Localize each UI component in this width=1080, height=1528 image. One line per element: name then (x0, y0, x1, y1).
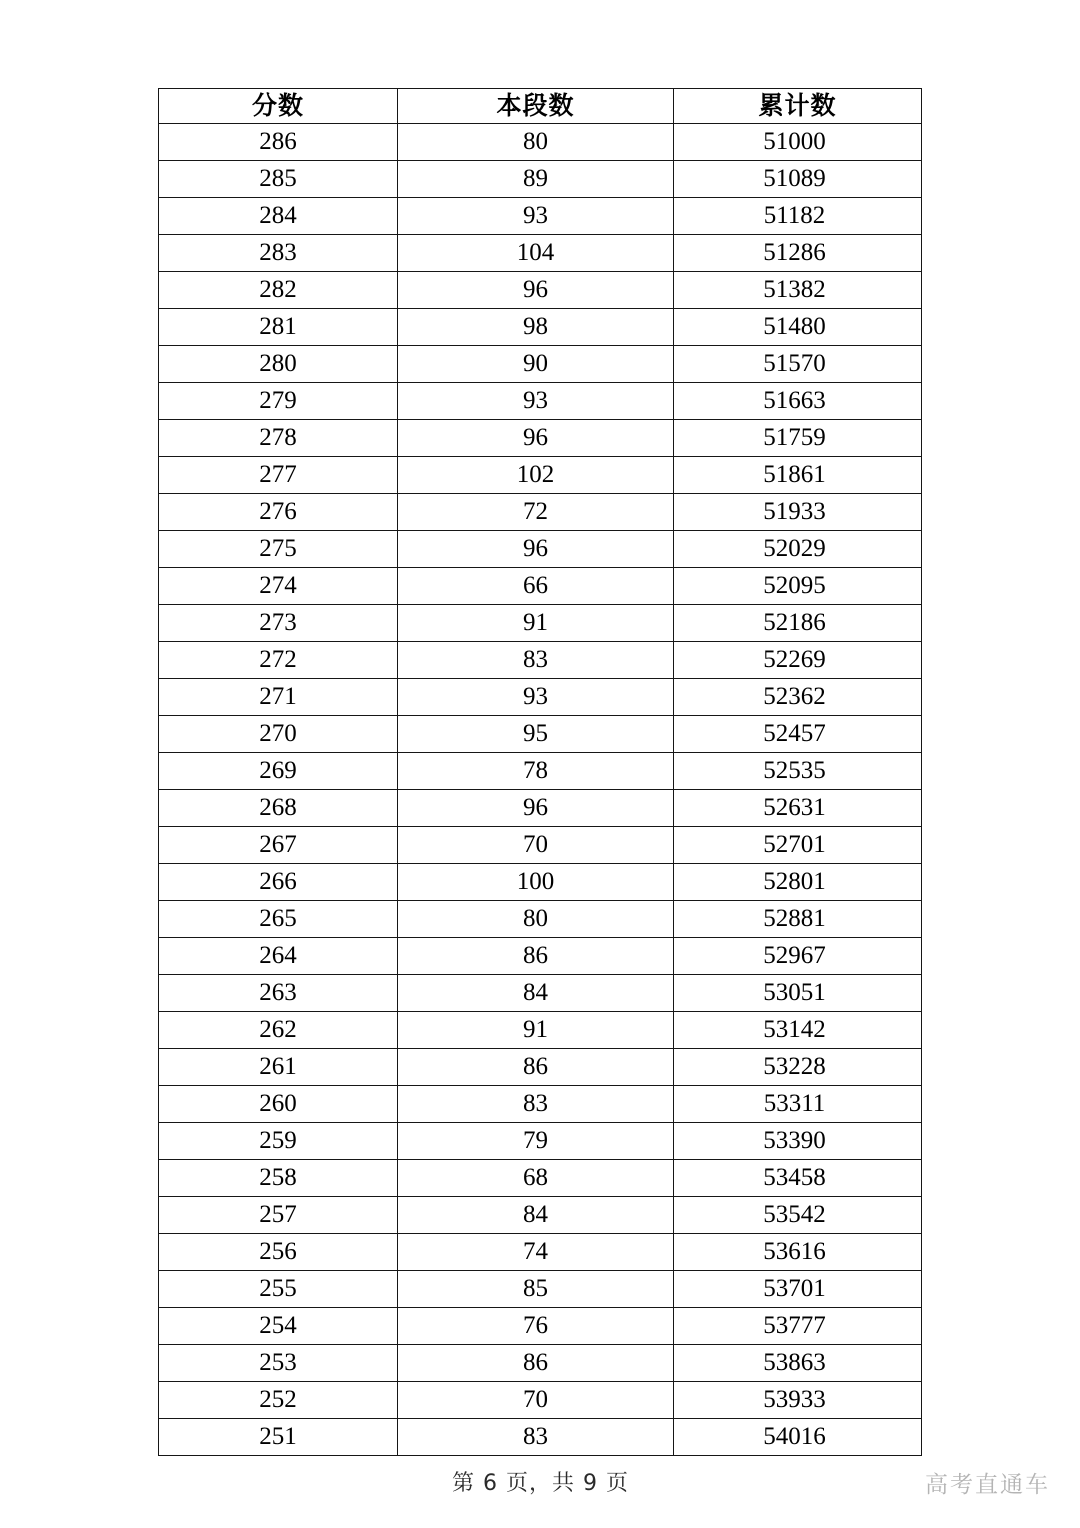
cell-segment-count: 70 (398, 827, 674, 864)
cell-cumulative: 54016 (674, 1419, 922, 1456)
cell-cumulative: 53390 (674, 1123, 922, 1160)
cell-score: 259 (159, 1123, 398, 1160)
table-row (159, 1308, 922, 1345)
cell-score: 266 (159, 864, 398, 901)
cell-score: 257 (159, 1197, 398, 1234)
cell-score: 262 (159, 1012, 398, 1049)
cell-score: 268 (159, 790, 398, 827)
cell-segment-count: 83 (398, 1419, 674, 1456)
cell-score: 261 (159, 1049, 398, 1086)
cell-score: 274 (159, 568, 398, 605)
cell-segment-count: 96 (398, 420, 674, 457)
cell-segment-count: 86 (398, 938, 674, 975)
cell-segment-count: 102 (398, 457, 674, 494)
column-header-cumulative: 累计数 (674, 89, 922, 124)
table-row (159, 1345, 922, 1382)
cell-segment-count: 98 (398, 309, 674, 346)
table-row (159, 272, 922, 309)
cell-score: 260 (159, 1086, 398, 1123)
cell-score: 263 (159, 975, 398, 1012)
table-row (159, 827, 922, 864)
cell-segment-count: 70 (398, 1382, 674, 1419)
cell-segment-count: 96 (398, 531, 674, 568)
table-row (159, 938, 922, 975)
cell-cumulative: 52269 (674, 642, 922, 679)
cell-cumulative: 51570 (674, 346, 922, 383)
table-row (159, 124, 922, 161)
cell-cumulative: 52457 (674, 716, 922, 753)
cell-segment-count: 93 (398, 679, 674, 716)
table-header (159, 89, 922, 124)
cell-score: 273 (159, 605, 398, 642)
cell-segment-count: 78 (398, 753, 674, 790)
table-row (159, 1197, 922, 1234)
column-header-segment-count: 本段数 (398, 89, 674, 124)
cell-segment-count: 74 (398, 1234, 674, 1271)
cell-segment-count: 100 (398, 864, 674, 901)
watermark: 高考直通车 (925, 1472, 1050, 1498)
cell-score: 275 (159, 531, 398, 568)
table-row (159, 642, 922, 679)
cell-score: 267 (159, 827, 398, 864)
cell-cumulative: 51000 (674, 124, 922, 161)
cell-cumulative: 53458 (674, 1160, 922, 1197)
cell-score: 265 (159, 901, 398, 938)
cell-segment-count: 93 (398, 383, 674, 420)
table-row (159, 420, 922, 457)
cell-cumulative: 52362 (674, 679, 922, 716)
cell-cumulative: 53616 (674, 1234, 922, 1271)
cell-score: 251 (159, 1419, 398, 1456)
cell-score: 284 (159, 198, 398, 235)
cell-cumulative: 52631 (674, 790, 922, 827)
cell-segment-count: 66 (398, 568, 674, 605)
cell-segment-count: 91 (398, 1012, 674, 1049)
table-row (159, 494, 922, 531)
cell-segment-count: 85 (398, 1271, 674, 1308)
table-header-row (159, 89, 922, 124)
cell-cumulative: 51480 (674, 309, 922, 346)
cell-cumulative: 52881 (674, 901, 922, 938)
table-row (159, 1123, 922, 1160)
table-row (159, 975, 922, 1012)
cell-cumulative: 51759 (674, 420, 922, 457)
cell-cumulative: 51663 (674, 383, 922, 420)
cell-segment-count: 96 (398, 790, 674, 827)
table-row (159, 309, 922, 346)
cell-score: 276 (159, 494, 398, 531)
cell-cumulative: 53777 (674, 1308, 922, 1345)
table-row (159, 457, 922, 494)
cell-cumulative: 52186 (674, 605, 922, 642)
table-row (159, 1271, 922, 1308)
table-row (159, 1049, 922, 1086)
cell-score: 279 (159, 383, 398, 420)
table-row (159, 679, 922, 716)
table-row (159, 790, 922, 827)
cell-cumulative: 51933 (674, 494, 922, 531)
cell-score: 283 (159, 235, 398, 272)
cell-cumulative: 53542 (674, 1197, 922, 1234)
cell-cumulative: 51089 (674, 161, 922, 198)
cell-score: 269 (159, 753, 398, 790)
cell-score: 256 (159, 1234, 398, 1271)
table-row (159, 605, 922, 642)
table-row (159, 1012, 922, 1049)
cell-segment-count: 104 (398, 235, 674, 272)
table-row (159, 901, 922, 938)
cell-cumulative: 53863 (674, 1345, 922, 1382)
cell-segment-count: 76 (398, 1308, 674, 1345)
table-row (159, 1234, 922, 1271)
cell-cumulative: 53701 (674, 1271, 922, 1308)
cell-segment-count: 84 (398, 1197, 674, 1234)
cell-score: 280 (159, 346, 398, 383)
cell-segment-count: 79 (398, 1123, 674, 1160)
cell-segment-count: 86 (398, 1345, 674, 1382)
cell-cumulative: 52701 (674, 827, 922, 864)
table-row (159, 235, 922, 272)
cell-segment-count: 93 (398, 198, 674, 235)
table-row (159, 1419, 922, 1456)
table-row (159, 716, 922, 753)
cell-cumulative: 51861 (674, 457, 922, 494)
cell-segment-count: 89 (398, 161, 674, 198)
table-row (159, 383, 922, 420)
cell-segment-count: 83 (398, 642, 674, 679)
cell-segment-count: 68 (398, 1160, 674, 1197)
cell-score: 270 (159, 716, 398, 753)
table-row (159, 753, 922, 790)
page-footer (0, 1466, 1080, 1510)
cell-score: 255 (159, 1271, 398, 1308)
table-row (159, 568, 922, 605)
cell-score: 281 (159, 309, 398, 346)
table-row (159, 1382, 922, 1419)
cell-segment-count: 83 (398, 1086, 674, 1123)
cell-score: 282 (159, 272, 398, 309)
cell-score: 253 (159, 1345, 398, 1382)
cell-segment-count: 90 (398, 346, 674, 383)
cell-segment-count: 91 (398, 605, 674, 642)
cell-segment-count: 96 (398, 272, 674, 309)
cell-cumulative: 53228 (674, 1049, 922, 1086)
cell-score: 278 (159, 420, 398, 457)
cell-cumulative: 52967 (674, 938, 922, 975)
cell-score: 285 (159, 161, 398, 198)
cell-cumulative: 51382 (674, 272, 922, 309)
cell-cumulative: 52095 (674, 568, 922, 605)
cell-segment-count: 95 (398, 716, 674, 753)
table-row (159, 161, 922, 198)
cell-score: 252 (159, 1382, 398, 1419)
cell-score: 254 (159, 1308, 398, 1345)
cell-score: 272 (159, 642, 398, 679)
table-row (159, 531, 922, 568)
cell-segment-count: 80 (398, 124, 674, 161)
cell-score: 264 (159, 938, 398, 975)
cell-score: 258 (159, 1160, 398, 1197)
cell-cumulative: 52801 (674, 864, 922, 901)
cell-cumulative: 53933 (674, 1382, 922, 1419)
cell-cumulative: 51286 (674, 235, 922, 272)
cell-score: 277 (159, 457, 398, 494)
table-row (159, 1160, 922, 1197)
cell-cumulative: 51182 (674, 198, 922, 235)
column-header-score: 分数 (159, 89, 398, 124)
cell-cumulative: 53311 (674, 1086, 922, 1123)
score-distribution-table (158, 88, 922, 1456)
cell-segment-count: 80 (398, 901, 674, 938)
page-indicator: 第 6 页，共 9 页 (452, 1471, 629, 1496)
cell-cumulative: 52535 (674, 753, 922, 790)
table-row (159, 1086, 922, 1123)
cell-segment-count: 72 (398, 494, 674, 531)
cell-segment-count: 86 (398, 1049, 674, 1086)
table-row (159, 346, 922, 383)
cell-cumulative: 53142 (674, 1012, 922, 1049)
cell-cumulative: 53051 (674, 975, 922, 1012)
cell-score: 286 (159, 124, 398, 161)
cell-segment-count: 84 (398, 975, 674, 1012)
table-row (159, 198, 922, 235)
cell-cumulative: 52029 (674, 531, 922, 568)
table-row (159, 864, 922, 901)
table-body (159, 124, 922, 1456)
cell-score: 271 (159, 679, 398, 716)
